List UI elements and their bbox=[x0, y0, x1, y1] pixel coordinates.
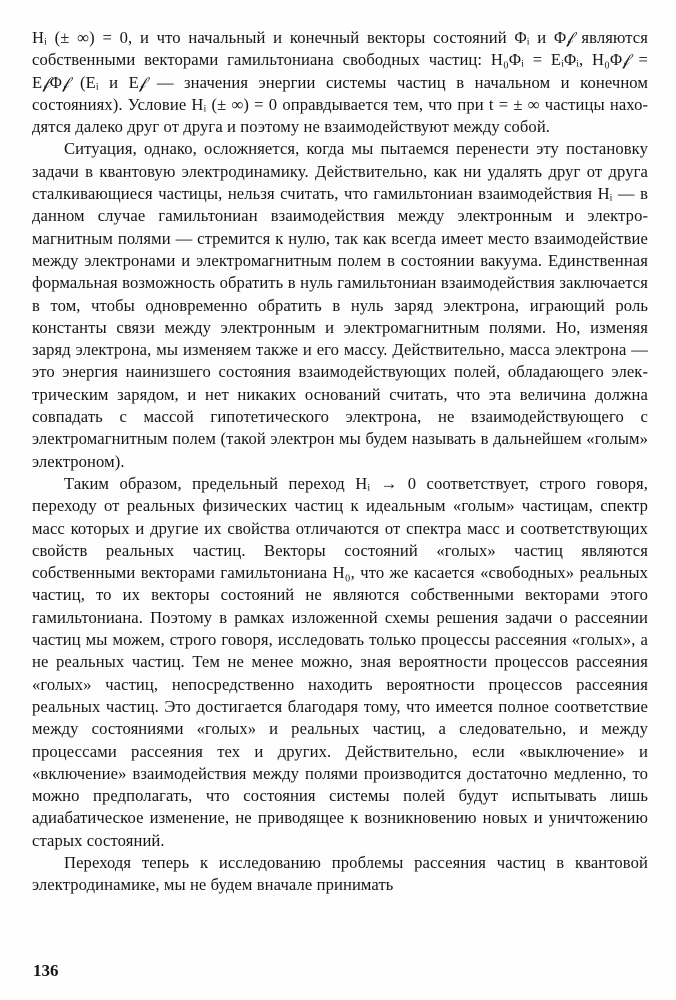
paragraph-4: Переходя теперь к исследованию проблемы рассеяния частиц в квантовой электродинамике, мы не будем вначале принимать bbox=[32, 852, 648, 895]
paragraph-3: Таким образом, предельный переход Hᵢ → 0 соответствует, строго говоря, переходу от реальных физических частиц к идеальным «голым» частицам, спектр масс которых и другие их свойства отличаются от спектра масс и соответствующих свойств реальных частиц. Векторы состояний «голых» частиц являются собственными векторами гамильтониана H₀, что же касается «свободных» реальных частиц, то их векторы состояний не являются собственными векторами этого гамильтониана. Поэтому в рамках изложенной схемы решения задачи о рассеянии частиц мы можем, строго говоря, исследовать только процессы рассеяния «голых», а не реальных частиц. Тем не менее можно, зная вероятности процессов рассеяния «голых» частиц, непосредственно находить вероятности процессов рассеяния реальных частиц. Это достигается благодаря тому, что имеется полное соответствие между состояниями «голых» и реальных частиц, а следовательно, и между процессами рассеяния тех и других. Действительно, если «выключение» и «включение» взаимодействия между полями производится достаточно медленно, то можно предполагать, что состояния системы полей будут испытывать лишь адиабатическое изменение, не приводящее к возникновению новых и уничтожению старых состояний. bbox=[32, 473, 648, 850]
page-number: 136 bbox=[33, 961, 59, 980]
paragraph-1: Hᵢ (± ∞) = 0, и что начальный и конечный векторы состояний Φᵢ и Φ𝒻 являются собственными векторами гамильтониана свободных частиц: H₀Φᵢ = EᵢΦᵢ, H₀Φ𝒻 = E𝒻Φ𝒻 (Eᵢ и E𝒻 — значения энергии системы частиц в начальном и конечном состояниях). Условие Hᵢ (± ∞) = 0 оправдывается тем, что при t = ± ∞ частицы находятся далеко друг от друга и поэтому не взаимодействуют между собой. bbox=[32, 28, 648, 137]
page-text bbox=[32, 27, 648, 987]
paragraph-2: Ситуация, однако, осложняется, когда мы пытаемся перенести эту постановку задачи в квантовую электродинамику. Действительно, как ни удалять друг от друга сталкивающиеся частицы, нельзя считать, что гамильтониан взаимодействия Hᵢ — в данном случае гамильтониан взаимодействия между электронным и электромагнитным полями — стремится к нулю, так как всегда имеет место взаимодействие между электронами и электромагнитным полем в состоянии вакуума. Единственная формальная возможность обратить в нуль гамильтониан взаимодействия заключается в том, чтобы одновременно обратить в нуль заряд электрона, играющий роль константы связи между электронным и электромагнитным полями. Но, изменяя заряд электрона, мы изменяем также и его массу. Действительно, масса электрона — это энергия наинизшего состояния взаимодействующих полей, обладающего электрическим зарядом, и нет никаких оснований считать, что эта величина должна совпадать с массой гипотетического электрона, не взаимодействующего с электромагнитным полем (такой электрон мы будем называть в дальнейшем «голым» электроном). bbox=[32, 139, 648, 471]
